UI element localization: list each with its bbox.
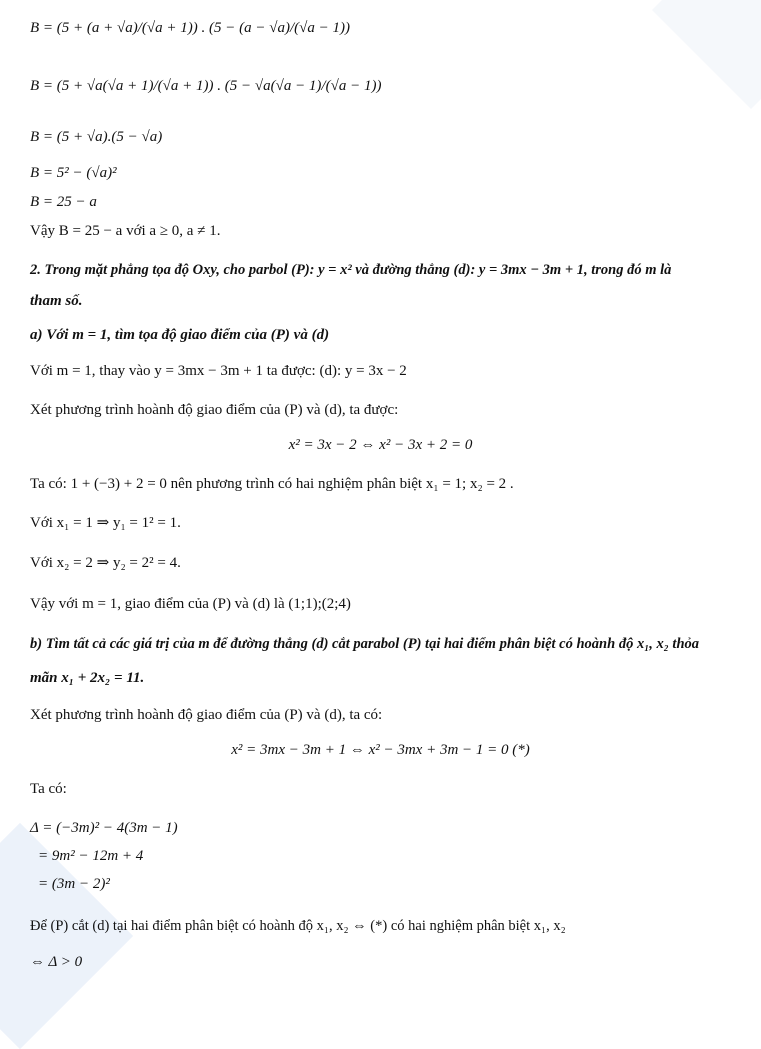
text-line: Với x₁ = 1 ⇒ y₁ = 1² = 1. bbox=[30, 515, 181, 531]
problem-heading: 2. Trong mặt phẳng tọa độ Oxy, cho parbol (P): y = x² và đường thẳng (d): y = 3mx − 3m + 1, trong đó m là bbox=[30, 262, 672, 278]
equation-line: = 9m² − 12m + 4 bbox=[38, 848, 144, 864]
equation-line: ⇔ Δ > 0 bbox=[30, 954, 83, 970]
part-a-heading: a) Với m = 1, tìm tọa độ giao điểm của (P) và (d) bbox=[30, 327, 330, 343]
equation-line: B = 5² − (√a)² bbox=[30, 165, 117, 181]
part-b-heading-cont: mãn x₁ + 2x₂ = 11. bbox=[30, 670, 145, 686]
equation-centered: x² = 3x − 2 ⇔ x² − 3x + 2 = 0 bbox=[288, 437, 473, 453]
equation-line: B = (5 + √a(√a + 1)/(√a + 1)) . (5 − √a(√a − 1)/(√a − 1)) bbox=[30, 78, 382, 94]
equation-line: B = 25 − a bbox=[30, 194, 97, 210]
equation-line: B = (5 + (a + √a)/(√a + 1)) . (5 − (a − √a)/(√a − 1)) bbox=[30, 20, 350, 36]
corner-decoration bbox=[652, 0, 761, 109]
equation-line: = (3m − 2)² bbox=[38, 876, 110, 892]
problem-heading-cont: tham số. bbox=[30, 293, 83, 309]
part-b-heading: b) Tìm tất cả các giá trị của m để đường thẳng (d) cắt parabol (P) tại hai điểm phân biệt có hoành độ x₁, x₂ thỏa bbox=[30, 636, 700, 652]
text-line: Vậy với m = 1, giao điểm của (P) và (d) là (1;1);(2;4) bbox=[30, 596, 351, 612]
text-line: Xét phương trình hoành độ giao điểm của (P) và (d), ta có: bbox=[30, 707, 383, 723]
text-line: Với x₂ = 2 ⇒ y₂ = 2² = 4. bbox=[30, 555, 181, 571]
equation-centered: x² = 3mx − 3m + 1 ⇔ x² − 3mx + 3m − 1 = 0 (*) bbox=[231, 742, 530, 758]
text-line: Với m = 1, thay vào y = 3mx − 3m + 1 ta được: (d): y = 3x − 2 bbox=[30, 363, 407, 379]
text-line: Để (P) cắt (d) tại hai điểm phân biệt có hoành độ x₁, x₂ ⇔ (*) có hai nghiệm phân biệt x₁, x₂ bbox=[30, 918, 566, 934]
text-line: Ta có: bbox=[30, 781, 67, 797]
equation-line: Δ = (−3m)² − 4(3m − 1) bbox=[30, 820, 178, 836]
equation-line: B = (5 + √a).(5 − √a) bbox=[30, 129, 163, 145]
text-line: Xét phương trình hoành độ giao điểm của (P) và (d), ta được: bbox=[30, 402, 399, 418]
text-line: Ta có: 1 + (−3) + 2 = 0 nên phương trình có hai nghiệm phân biệt x₁ = 1; x₂ = 2 . bbox=[30, 476, 514, 492]
conclusion-line: Vậy B = 25 − a với a ≥ 0, a ≠ 1. bbox=[30, 223, 221, 239]
